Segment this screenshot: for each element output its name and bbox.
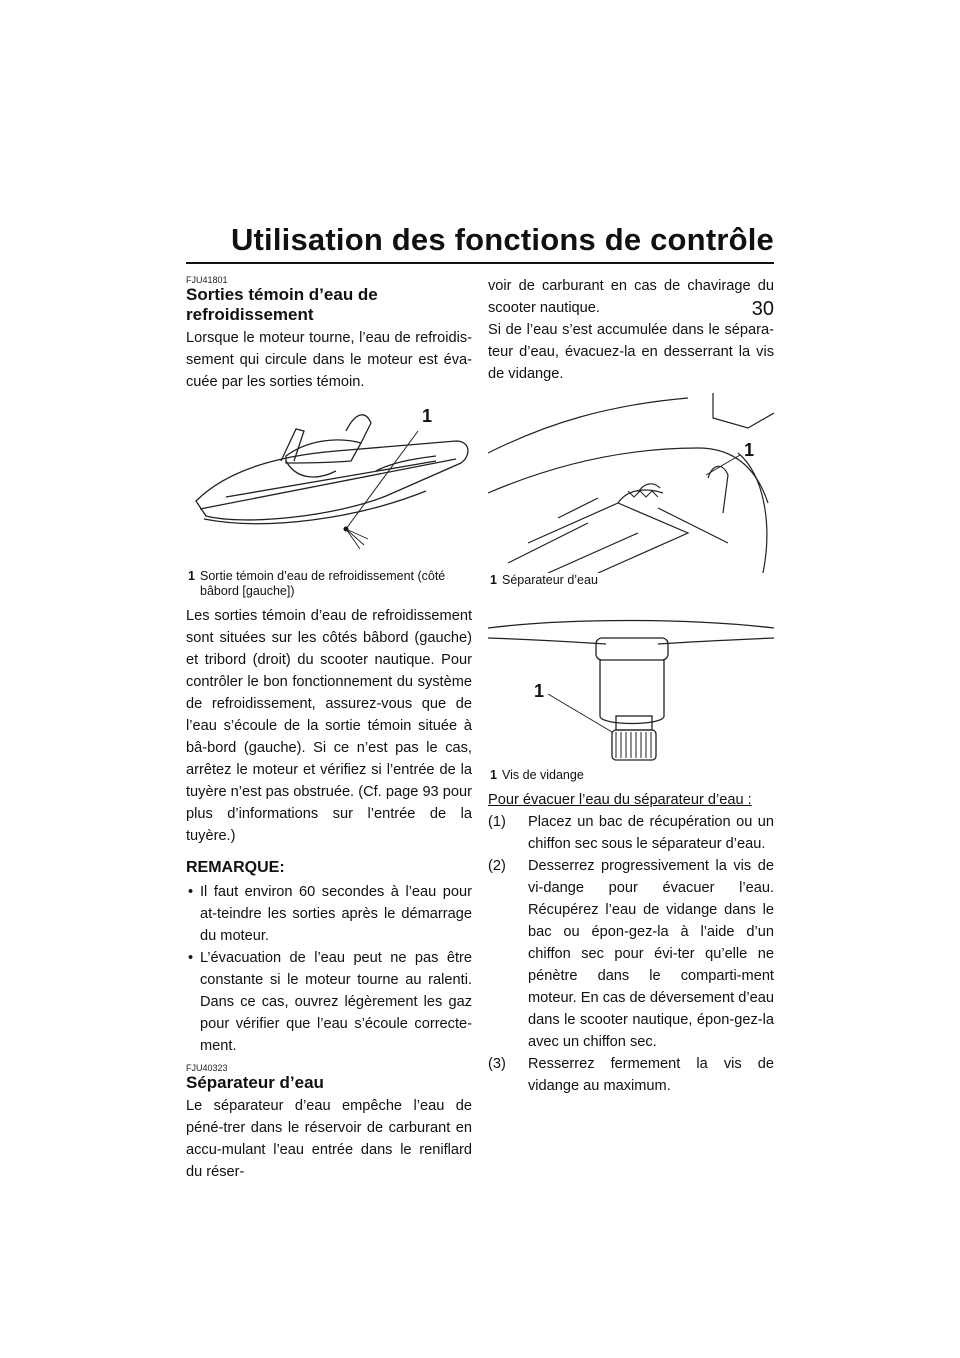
caption-text: Sortie témoin d’eau de refroidissement (côté bâbord [gauche]) xyxy=(200,569,446,598)
section-title: Séparateur d’eau xyxy=(186,1073,324,1092)
jetski-figure xyxy=(186,401,472,599)
header-rule xyxy=(186,262,774,264)
section-intro-continued: voir de carburant en cas de chavirage du scooter nautique. xyxy=(488,278,774,316)
list-item xyxy=(488,1053,774,1097)
caption-text: Séparateur d’eau xyxy=(502,573,598,587)
step-text: Resserrez fermement la vis de vidange au maximum. xyxy=(528,1056,774,1094)
caption-text: Vis de vidange xyxy=(502,768,584,782)
remark-title: REMARQUE: xyxy=(186,859,285,876)
section-intro: Lorsque le moteur tourne, l’eau de refroidis-sement qui circule dans le moteur est éva-cuée par les sorties témoin. xyxy=(186,330,472,390)
section-body: Les sorties témoin d’eau de refroidissement sont situées sur les côtés bâbord (gauche) et tribord (droit) du scooter nautique. Pour contrôler le bon fonctionnement du système de refroidissement, assurez-vous que de l’eau s’écoule de la sortie témoin située à bâ-bord (gauche). Si ce n’est pas le cas, arrêtez le moteur et vérifiez si l’entrée de la tuyère n’est pas obstruée. (Cf. page 93 pour plus d’informations sur l’entrée de la tuyère.) xyxy=(186,608,472,844)
procedure-steps xyxy=(488,811,774,1097)
step-number: (2) xyxy=(488,858,506,874)
remark-list xyxy=(186,881,472,1057)
figure-callout: 1 xyxy=(744,440,755,460)
section-code: FJU41801 xyxy=(186,275,228,285)
page-header: Utilisation des fonctions de contrôle xyxy=(230,222,774,257)
caption-number: 1 xyxy=(490,768,497,782)
step-number: (3) xyxy=(488,1056,506,1072)
step-number: (1) xyxy=(488,814,506,830)
separator-figure xyxy=(488,393,774,588)
figure-callout: 1 xyxy=(534,681,545,701)
list-item: • Il faut environ 60 secondes à l’eau pour at-teindre les sorties après le démarrage du moteur. xyxy=(186,881,472,947)
drain-screw-figure xyxy=(488,608,774,783)
list-item xyxy=(488,811,774,855)
figure-caption xyxy=(188,569,472,599)
list-item: • L’évacuation de l’eau peut ne pas être constante si le moteur tourne au ralenti. Dans ce cas, ouvrez légèrement les gaz pour vérifier que l’eau s’écoule correcte-ment. xyxy=(186,947,472,1057)
engine-illustration xyxy=(488,393,774,573)
section-body: Si de l’eau s’est accumulée dans le sépara-teur d’eau, évacuez-la en desserrant la vis de vidange. xyxy=(488,322,774,382)
figure-callout: 1 xyxy=(422,406,433,426)
section-title: Sorties témoin d’eau de refroidissement xyxy=(186,285,378,324)
step-text: Placez un bac de récupération ou un chiffon sec sous le séparateur d’eau. xyxy=(528,814,774,852)
right-column xyxy=(488,275,774,1097)
left-column xyxy=(186,275,472,1183)
list-item xyxy=(488,855,774,1053)
caption-number: 1 xyxy=(188,569,195,583)
drain-screw-illustration xyxy=(488,608,774,768)
caption-number: 1 xyxy=(490,573,497,587)
step-text: Desserrez progressivement la vis de vi-dange pour évacuer l’eau. Récupérez l’eau de vidange dans le bac ou épon-gez-la à l’aide d’un chiffon sec pour évi-ter qu’elle ne pénètre dans le comparti-ment moteur. En cas de déversement d’eau dans le scooter nautique, épon-gez-la avec un chiffon sec. xyxy=(528,858,774,1050)
section-intro: Le séparateur d’eau empêche l’eau de péné-trer dans le réservoir de carburant en accu-mulant l’eau entrée dans le reniflard du réser- xyxy=(186,1098,472,1180)
figure-caption xyxy=(490,768,774,783)
section-code: FJU40323 xyxy=(186,1063,228,1073)
page-number: 30 xyxy=(751,298,774,320)
figure-caption xyxy=(490,573,774,588)
procedure-title: Pour évacuer l’eau du séparateur d’eau : xyxy=(488,792,752,808)
